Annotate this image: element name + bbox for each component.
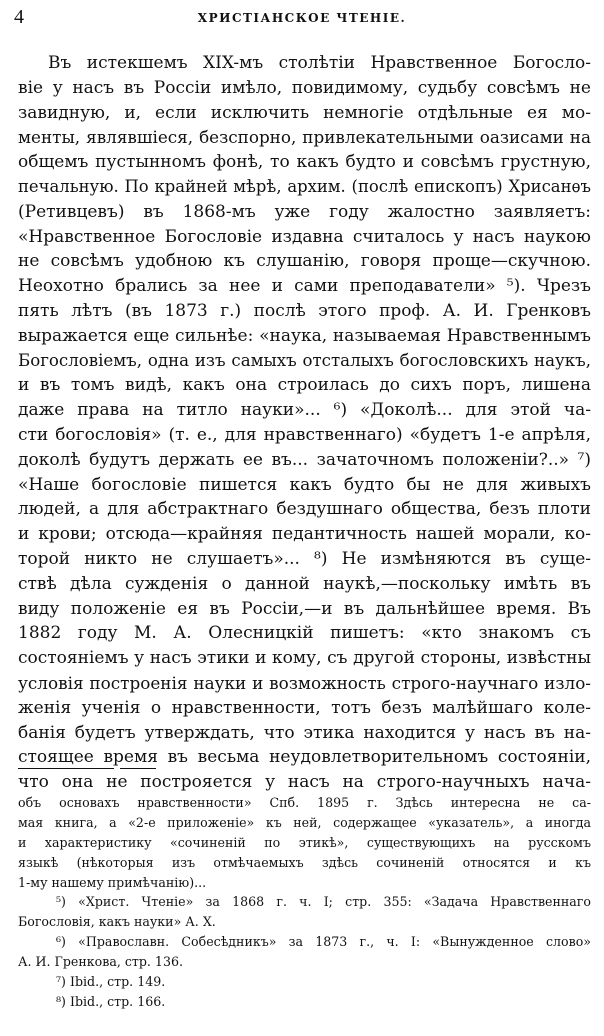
footnote-6: ⁶) «Православн. Собесѣдникъ» за 1873 г., ч. I: «Вынужденное слово» [56, 934, 591, 950]
text-line: не совсѣмъ удобною къ слушанію, говоря проще—скучною. [18, 251, 591, 272]
text-line: печальную. По крайней мѣрѣ, архим. (послѣ епископъ) Хрисанѳъ [18, 176, 591, 196]
text-line: и въ томъ видѣ, какъ она строилась до сихъ поръ, лишена [18, 375, 591, 396]
text-line: (Ретивцевъ) въ 1868-мъ уже году жалостно заявляетъ: [18, 201, 591, 222]
main-text [18, 51, 591, 795]
running-title: ХРИСТІАНСКОЕ ЧТЕНІЕ. [197, 11, 407, 25]
text-line: торой никто не слушаетъ»... ⁸) Не измѣняются въ суще- [18, 548, 591, 569]
footnote-line: 1-му нашему примѣчанію)... [18, 874, 207, 890]
text-line: менты, являвшіеся, безспорно, привлекательными оазисами на [18, 127, 591, 148]
footnote-rule-short [120, 768, 156, 769]
footnotes [18, 793, 591, 1012]
text-line: сти богословія» (т. е., для нравственнаго) «будетъ 1-е апрѣля, [18, 424, 591, 445]
footnote-line: мая книга, а «2-е приложеніе» къ ней, содержащее «указатель», а иногда [18, 814, 591, 830]
footnote-line: языкѣ (нѣкоторыя изъ отмѣчаемыхъ здѣсь сочиненій относятся и къ [18, 854, 591, 870]
text-line: Богословіемъ, одна изъ самыхъ отсталыхъ богословскихъ наукъ, [18, 350, 591, 370]
text-line: банія будетъ утверждать, что этика находится у насъ въ на- [18, 722, 591, 743]
footnote-8: ⁸) Ibid., стр. 166. [56, 993, 166, 1009]
footnote-line: и характеристику «сочиненій по этикѣ», существующихъ на русскомъ [18, 834, 591, 850]
text-line: общемъ пустынномъ фонѣ, то какъ будто и совсѣмъ грустную, [18, 152, 591, 173]
footnote-line: объ основахъ нравственности» Спб. 1895 г. Здѣсь интересна не са- [18, 795, 591, 810]
footnote-rule [18, 768, 114, 769]
text-line: даже права на титло науки»... ⁶) «Доколѣ... для этой ча- [18, 400, 591, 421]
page-number: 4 [14, 6, 24, 28]
text-line: пять лѣтъ (въ 1873 г.) послѣ этого проф. А. И. Гренковъ [18, 300, 591, 321]
text-line: Въ истекшемъ XIX-мъ столѣтіи Нравственное Богосло- [48, 53, 591, 73]
text-line: «Наше богословіе пишется какъ будто бы не для живыхъ [18, 474, 591, 495]
text-line: доколѣ будутъ держать ее въ... зачаточномъ положеніи?..» ⁷) [18, 449, 591, 470]
text-line: условія построенія науки и возможность строго-научнаго изло- [18, 672, 591, 693]
text-line: женія ученія о нравственности, тотъ безъ малѣйшаго коле- [18, 697, 591, 718]
text-line: «Нравственное Богословіе издавна считалось у насъ наукою [18, 226, 591, 247]
footnote-5: ⁵) «Христ. Чтеніе» за 1868 г. ч. I; стр. 355: «Задача Нравственнаго [56, 894, 591, 910]
text-line: 1882 году М. А. Олесницкій пишетъ: «кто знакомъ съ [18, 623, 591, 644]
footnote-7: ⁷) Ibid., стр. 149. [56, 974, 166, 990]
text-line: и крови; отсюда—крайняя педантичность нашей морали, ко- [18, 524, 591, 545]
text-line: ствѣ дѣла сужденія о данной наукѣ,—поскольку имѣть въ [18, 573, 591, 594]
text-line: состояніемъ у насъ этики и кому, съ другой стороны, извѣстны [18, 648, 591, 669]
text-line: выражается еще сильнѣе: «наука, называемая Нравственнымъ [18, 325, 591, 346]
text-line: людей, а для абстрактнаго бездушнаго общества, безъ плоти [18, 499, 591, 520]
footnote-line: А. И. Гренкова, стр. 136. [18, 954, 183, 970]
text-line: стоящее время въ весьма неудовлетворительномъ состояніи, [18, 747, 591, 768]
text-line: что она не построяется у насъ на строго-научныхъ нача- [18, 772, 591, 793]
text-line: виду положеніе ея въ Россіи,—и въ дальнѣйшее время. Въ [18, 598, 591, 619]
text-line: завидную, и, если исключить немногіе отдѣльные ея мо- [18, 102, 591, 123]
text-line: Неохотно брались за нее и сами преподаватели» ⁵). Чрезъ [18, 276, 591, 297]
footnote-line: Богословія, какъ науки» А. Х. [18, 914, 216, 930]
text-line: віе у насъ въ Россіи имѣло, повидимому, судьбу совсѣмъ не [18, 77, 591, 98]
